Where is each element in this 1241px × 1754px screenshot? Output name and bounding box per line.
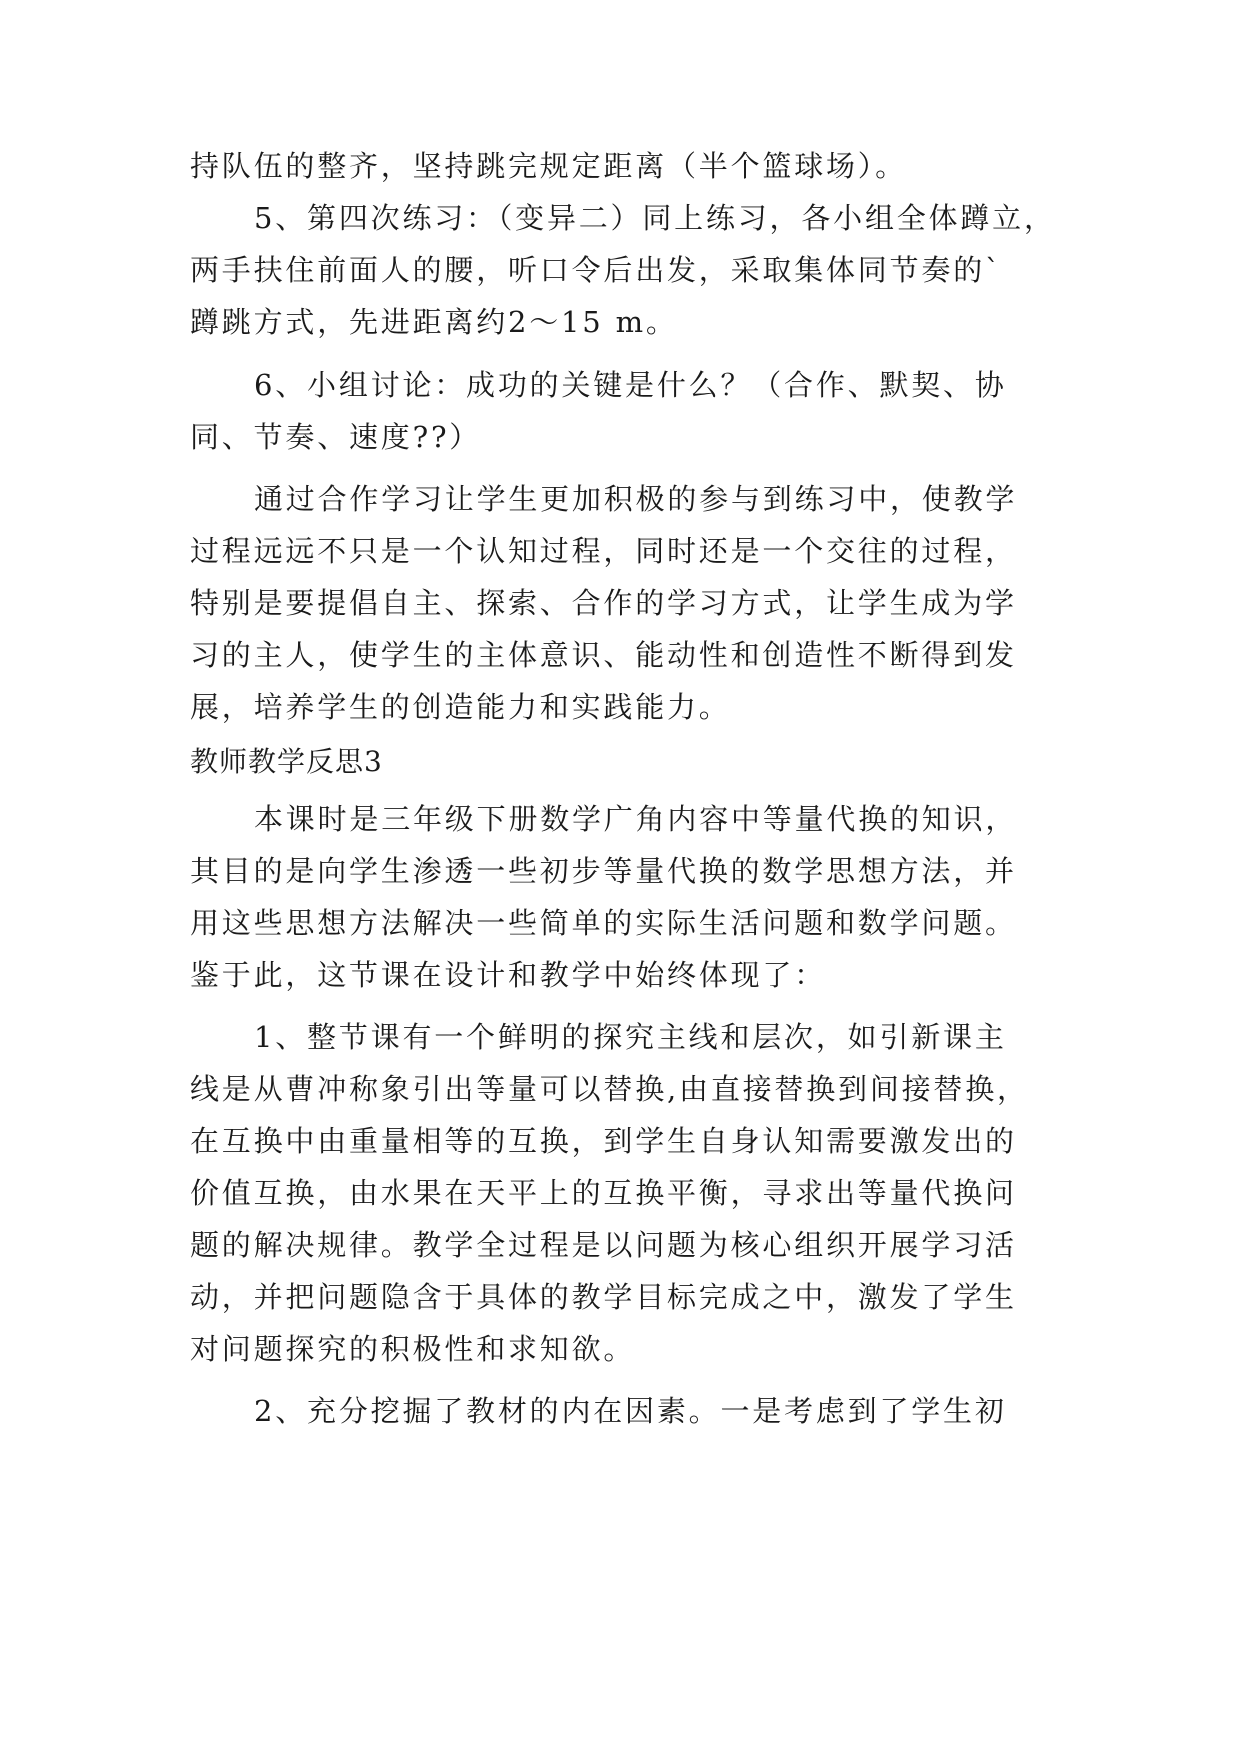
text-line: 2、充分挖掘了教材的内在因素。一是考虑到了学生初 xyxy=(254,1394,1007,1428)
text-line: 价值互换，由水果在天平上的互换平衡，寻求出等量代换问 xyxy=(190,1176,1017,1210)
text-line: 动，并把问题隐含于具体的教学目标完成之中，激发了学生 xyxy=(190,1280,1017,1314)
text-line: 在互换中由重量相等的互换，到学生自身认知需要激发出的 xyxy=(190,1124,1017,1158)
text-line: 题的解决规律。教学全过程是以问题为核心组织开展学习活 xyxy=(190,1228,1017,1262)
text-line: 蹲跳方式，先进距离约2～15 m。 xyxy=(190,305,678,339)
text-line: 5、第四次练习：（变异二）同上练习，各小组全体蹲立， xyxy=(254,201,1056,235)
text-line: 特别是要提倡自主、探索、合作的学习方式，让学生成为学 xyxy=(190,586,1017,620)
text-line: 对问题探究的积极性和求知欲。 xyxy=(190,1332,636,1366)
text-line: 两手扶住前面人的腰，听口令后出发，采取集体同节奏的` xyxy=(190,253,1003,287)
text-line: 通过合作学习让学生更加积极的参与到练习中，使教学 xyxy=(254,482,1018,516)
text-line: 过程远远不只是一个认知过程，同时还是一个交往的过程， xyxy=(190,534,1017,568)
text-line: 鉴于此，这节课在设计和教学中始终体现了： xyxy=(190,958,827,992)
text-line: 习的主人，使学生的主体意识、能动性和创造性不断得到发 xyxy=(190,638,1017,672)
text-line: 1、整节课有一个鲜明的探究主线和层次，如引新课主 xyxy=(254,1020,1007,1054)
text-line: 同、节奏、速度??） xyxy=(190,420,482,454)
section-heading: 教师教学反思3 xyxy=(190,745,383,778)
text-line: 用这些思想方法解决一些简单的实际生活问题和数学问题。 xyxy=(190,906,1017,940)
text-line: 展，培养学生的创造能力和实践能力。 xyxy=(190,690,731,724)
text-line: 持队伍的整齐，坚持跳完规定距离（半个篮球场）。 xyxy=(190,149,907,183)
text-line: 线是从曹冲称象引出等量可以替换,由直接替换到间接替换， xyxy=(190,1072,1029,1106)
text-line: 本课时是三年级下册数学广角内容中等量代换的知识， xyxy=(254,802,1018,836)
text-line: 6、小组讨论：成功的关键是什么？（合作、默契、协 xyxy=(254,368,1007,402)
text-line: 其目的是向学生渗透一些初步等量代换的数学思想方法，并 xyxy=(190,854,1017,888)
